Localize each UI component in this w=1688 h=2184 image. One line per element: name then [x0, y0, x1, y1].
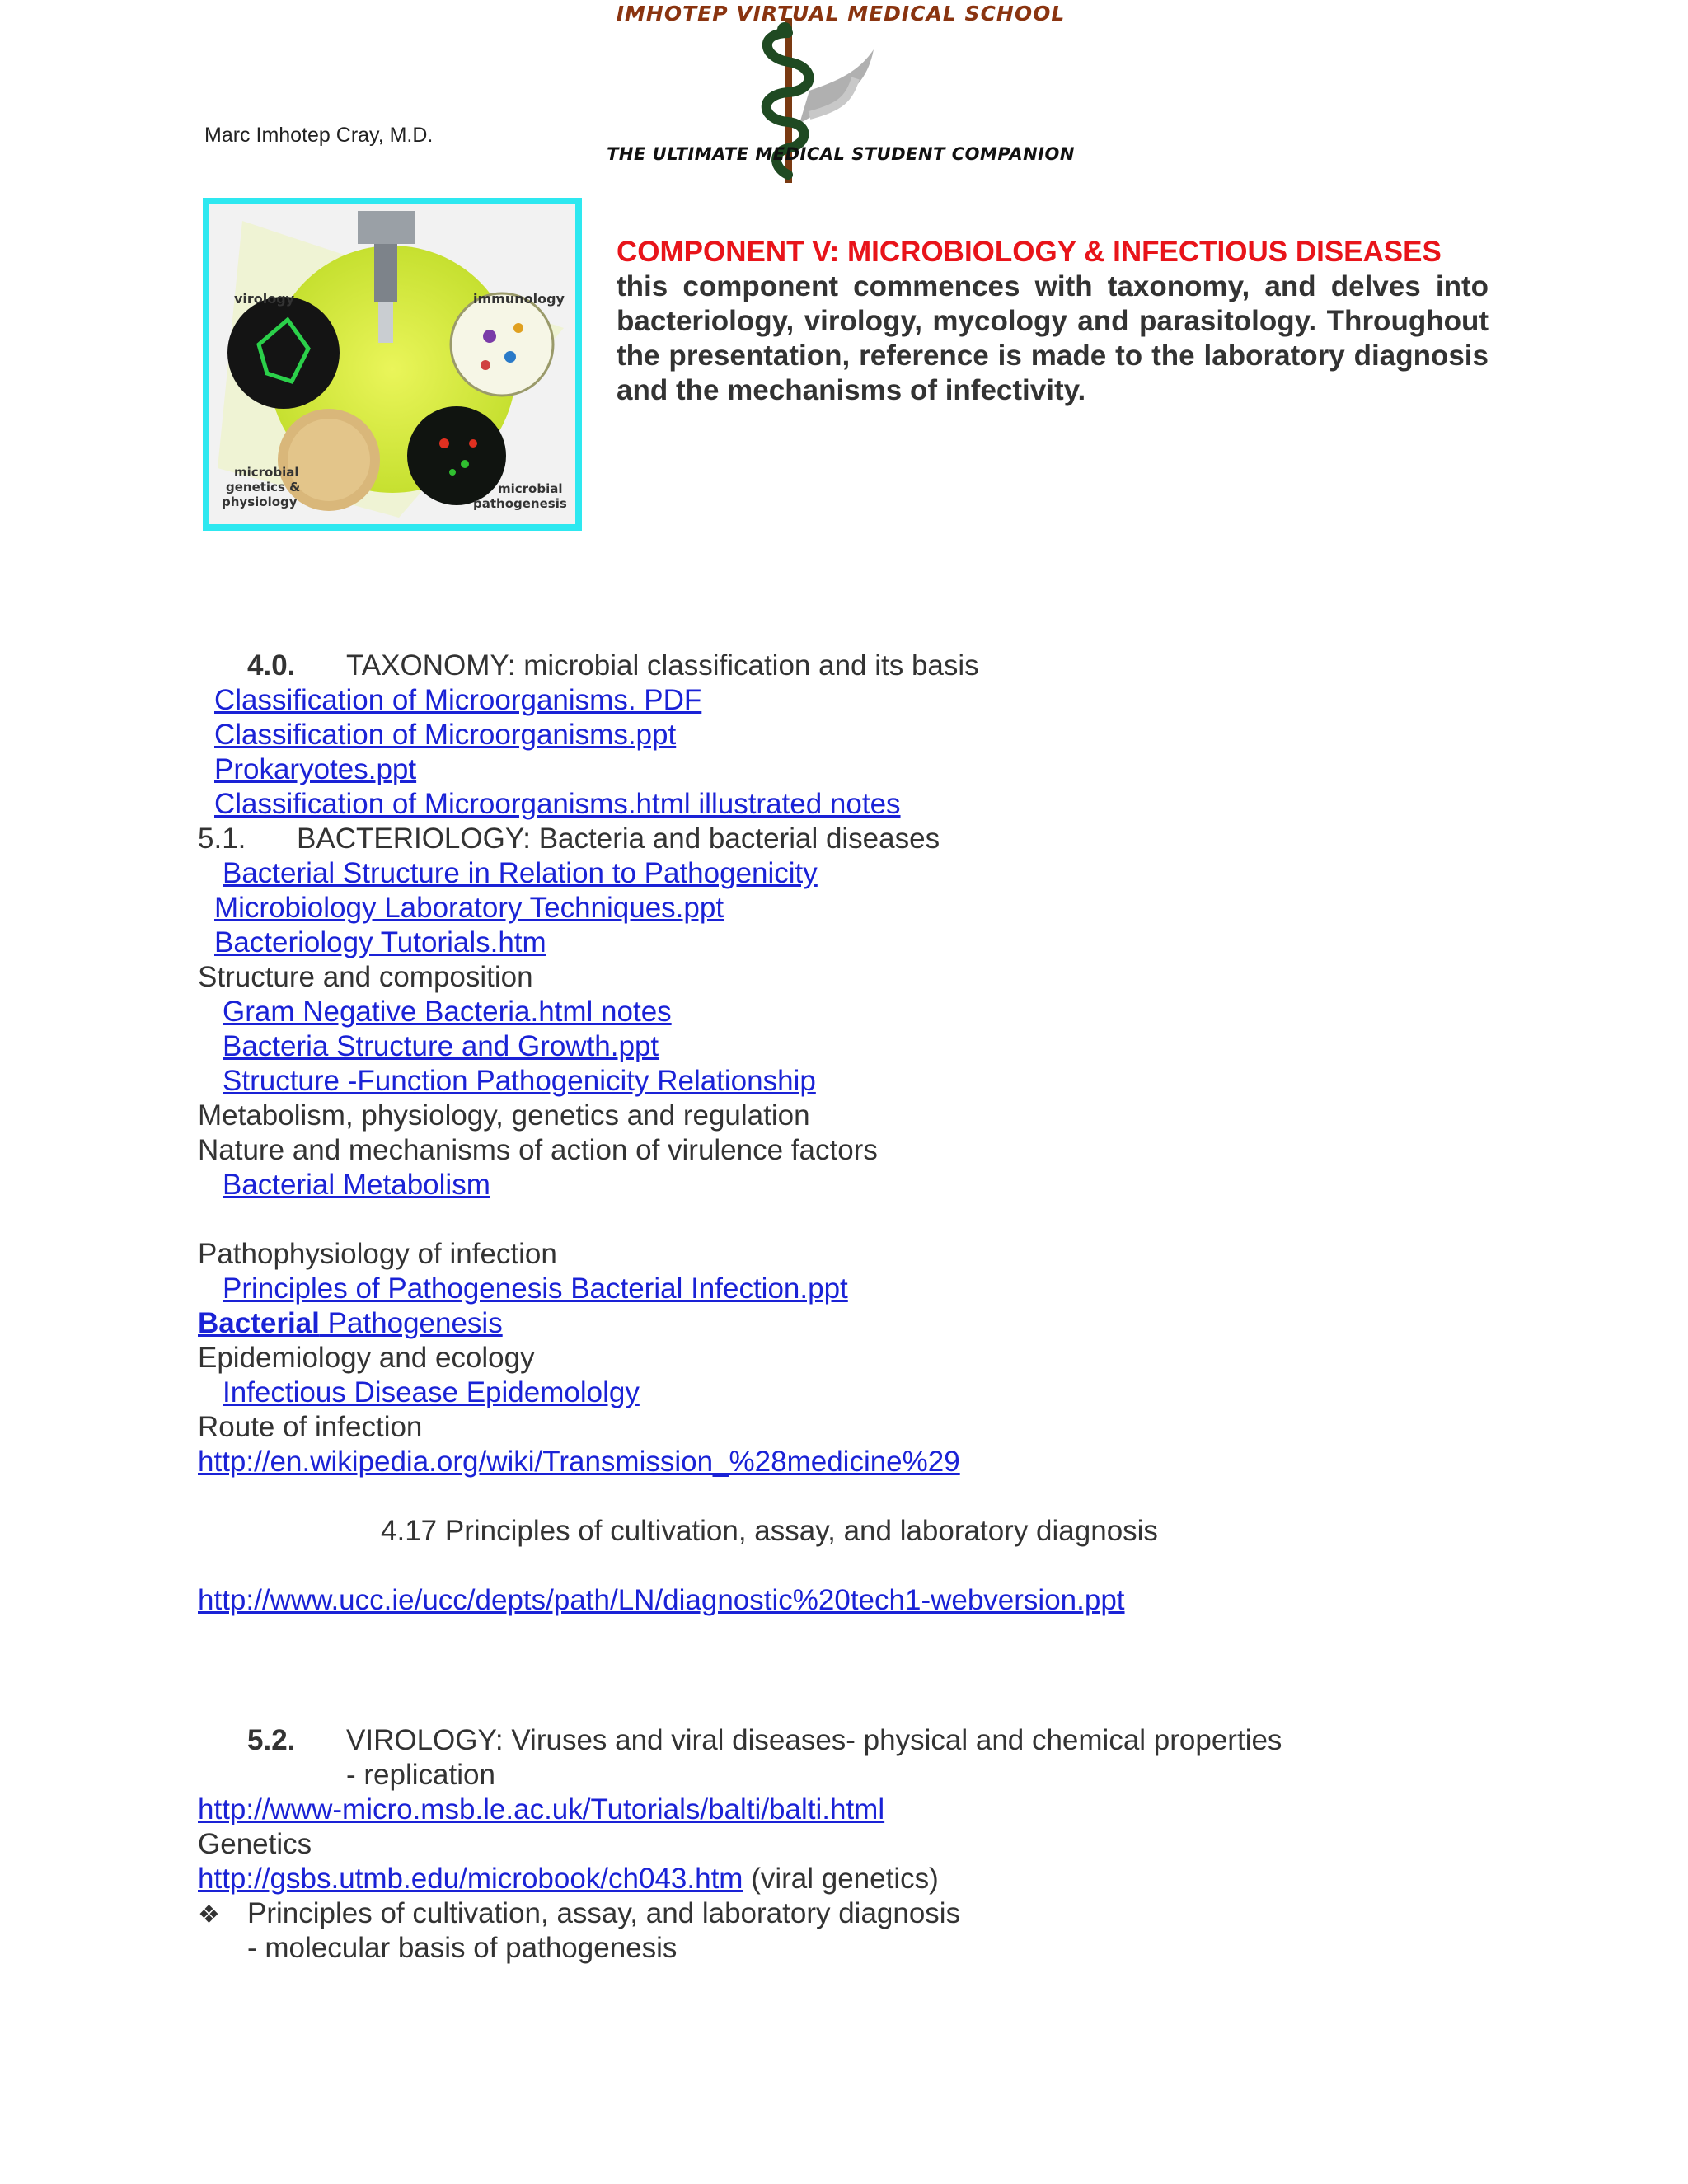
- pathophysiology-heading: Pathophysiology of infection: [198, 1238, 557, 1270]
- link-gram-negative[interactable]: Gram Negative Bacteria.html notes: [223, 996, 672, 1028]
- link-structure-growth[interactable]: Bacteria Structure and Growth.ppt: [223, 1030, 659, 1062]
- link-transmission[interactable]: http://en.wikipedia.org/wiki/Transmission_%28medicine%29: [198, 1446, 960, 1478]
- microbiology-diagram: [203, 198, 582, 531]
- pathogenesis-label-2: pathogenesis: [473, 496, 567, 511]
- link-lab-techniques[interactable]: Microbiology Laboratory Techniques.ppt: [214, 892, 724, 924]
- bacteriology-heading: BACTERIOLOGY: Bacteria and bacterial diseases: [297, 823, 940, 855]
- logo-subtitle: THE ULTIMATE MEDICAL STUDENT COMPANION: [607, 144, 1075, 164]
- virulence-heading: Nature and mechanisms of action of virulence factors: [198, 1134, 878, 1166]
- utmb-note: (viral genetics): [743, 1863, 939, 1895]
- genetics-label-2: genetics &: [226, 480, 301, 494]
- link-bacterial-pathogenesis[interactable]: Bacterial Pathogenesis: [198, 1307, 503, 1339]
- component-title: COMPONENT V: MICROBIOLOGY & INFECTIOUS DISEASES: [617, 236, 1442, 268]
- link-ucc-diagnostic[interactable]: http://www.ucc.ie/ucc/depts/path/LN/diagnostic%20tech1-webversion.ppt: [198, 1584, 1125, 1616]
- component-description: this component commences with taxonomy, and delves into bacteriology, virology, mycology and parasitology. Throughout the presentation, reference is made to the laboratory diagnosis and the mechanisms of infectivity.: [617, 270, 1489, 406]
- genetics-heading: Genetics: [198, 1828, 312, 1860]
- link-principles-pathogenesis[interactable]: Principles of Pathogenesis Bacterial Infection.ppt: [223, 1272, 848, 1305]
- link-structure-relation[interactable]: Bacterial Structure in Relation to Pathogenicity: [223, 857, 818, 889]
- link-bacteriology-tutorials[interactable]: Bacteriology Tutorials.htm: [214, 926, 546, 958]
- caduceus-icon: [593, 0, 1088, 194]
- link-classification-ppt[interactable]: Classification of Microorganisms.ppt: [214, 719, 677, 751]
- link-prokaryotes-ppt[interactable]: Prokaryotes.ppt: [214, 753, 417, 785]
- route-heading: Route of infection: [198, 1411, 423, 1443]
- component-intro: [617, 235, 1489, 408]
- virology-number: 5.2.: [247, 1724, 296, 1756]
- link-balti[interactable]: http://www-micro.msb.le.ac.uk/Tutorials/balti/balti.html: [198, 1793, 885, 1825]
- author-name: Marc Imhotep Cray, M.D.: [204, 124, 434, 147]
- taxonomy-number: 4.0.: [247, 649, 296, 682]
- genetics-label-3: physiology: [222, 494, 298, 509]
- link-classification-html[interactable]: Classification of Microorganisms.html illustrated notes: [214, 788, 901, 820]
- link-utmb[interactable]: http://gsbs.utmb.edu/microbook/ch043.htm: [198, 1863, 743, 1895]
- genetics-label-1: microbial: [234, 465, 299, 480]
- bacteriology-number: 5.1.: [198, 823, 246, 855]
- logo-title: IMHOTEP VIRTUAL MEDICAL SCHOOL: [616, 2, 1066, 26]
- virology-heading-2: - replication: [346, 1759, 495, 1791]
- structure-heading: Structure and composition: [198, 961, 533, 993]
- virology-bullet-line-2: - molecular basis of pathogenesis: [247, 1932, 678, 1964]
- epidemiology-heading: Epidemiology and ecology: [198, 1342, 535, 1374]
- utmb-line: [198, 1862, 939, 1896]
- pathogenesis-label-1: microbial: [498, 481, 563, 496]
- diamond-bullet-icon: ❖: [198, 1901, 220, 1929]
- taxonomy-heading: TAXONOMY: microbial classification and its basis: [346, 649, 979, 682]
- school-logo: [593, 0, 1088, 194]
- virology-label: virology: [234, 291, 295, 307]
- metabolism-heading: Metabolism, physiology, genetics and regulation: [198, 1099, 810, 1132]
- link-structure-function[interactable]: Structure -Function Pathogenicity Relationship: [223, 1065, 816, 1097]
- virology-bullet-line-1: Principles of cultivation, assay, and laboratory diagnosis: [247, 1897, 961, 1929]
- link-bacterial-metabolism[interactable]: Bacterial Metabolism: [223, 1169, 490, 1201]
- immunology-label: immunology: [473, 291, 565, 307]
- virology-heading-1: VIROLOGY: Viruses and viral diseases- physical and chemical properties: [346, 1724, 1282, 1756]
- cultivation-heading: 4.17 Principles of cultivation, assay, and laboratory diagnosis: [381, 1515, 1158, 1547]
- link-classification-pdf[interactable]: Classification of Microorganisms. PDF: [214, 684, 702, 716]
- link-epidemiology[interactable]: Infectious Disease Epidemololgy: [223, 1376, 640, 1408]
